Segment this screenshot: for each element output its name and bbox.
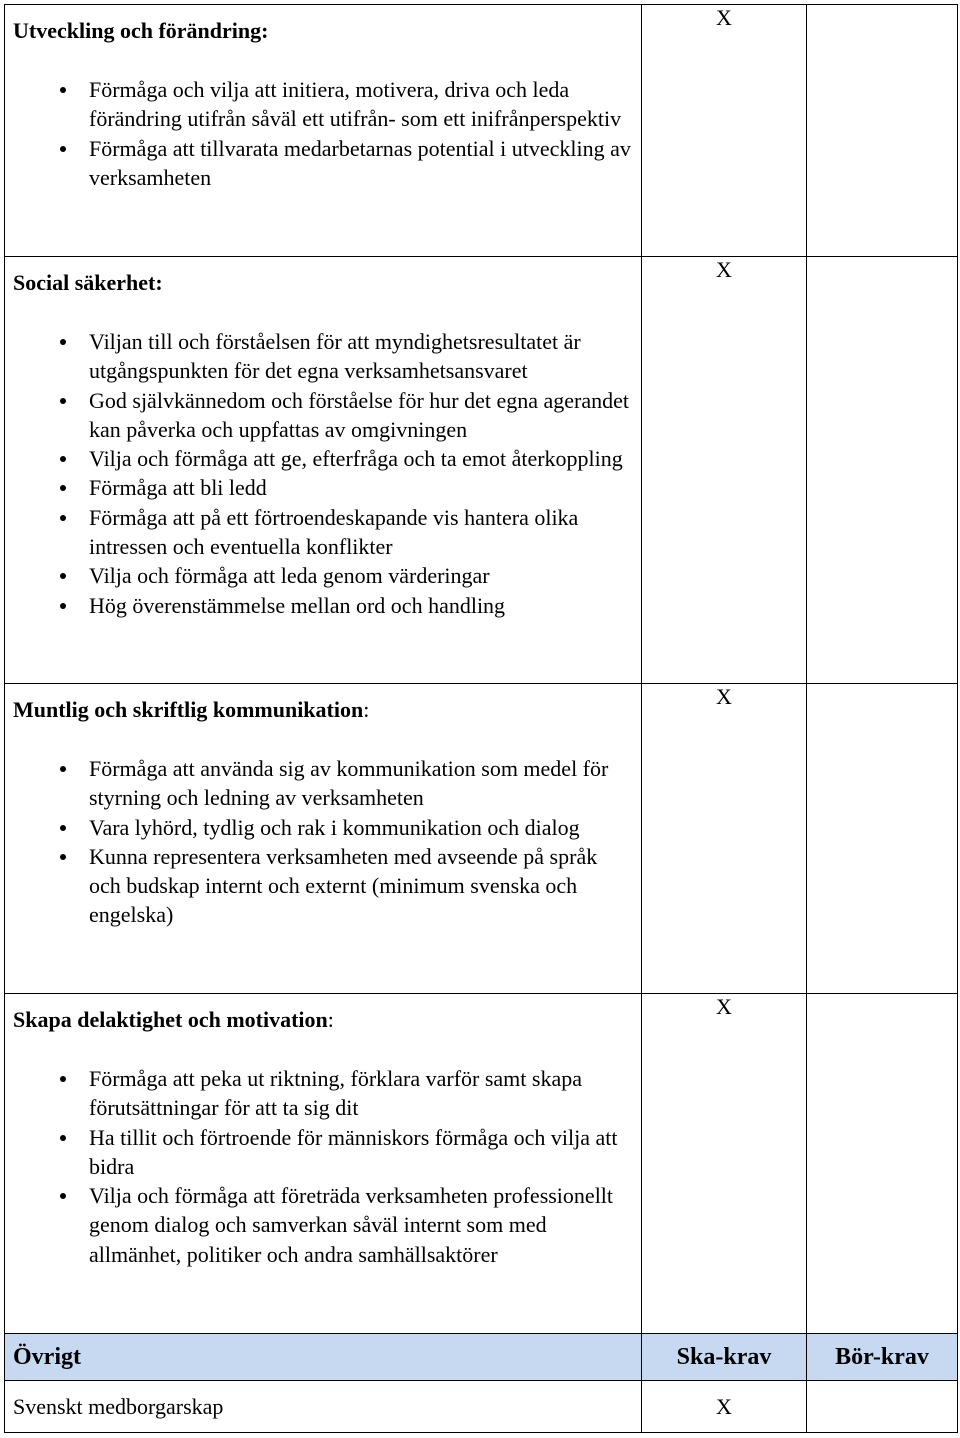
list-item: God självkännedom och förståelse för hur det egna agerandet kan påverka och uppfattas av omgivningen: [89, 386, 633, 445]
section-title: Skapa delaktighet och motivation:: [13, 1007, 334, 1032]
ska-krav-mark: X: [642, 684, 807, 994]
requirements-table: [4, 4, 958, 1433]
ska-krav-mark: X: [642, 1381, 807, 1433]
section-cell: [5, 684, 642, 994]
section-row: [5, 257, 958, 684]
bor-krav-mark: [807, 5, 958, 257]
bullet-list: [5, 327, 641, 620]
ska-krav-mark: X: [642, 5, 807, 257]
ska-krav-mark: X: [642, 994, 807, 1334]
requirement-row: [5, 1381, 958, 1433]
bor-krav-mark: [807, 684, 958, 994]
bullet-list: [5, 75, 641, 192]
list-item: Vara lyhörd, tydlig och rak i kommunikation och dialog: [89, 813, 633, 842]
list-item: Förmåga att tillvarata medarbetarnas potential i utveckling av verksamheten: [89, 134, 633, 193]
section-title: Social säkerhet:: [13, 270, 163, 295]
list-item: Viljan till och förståelsen för att myndighetsresultatet är utgångspunkten för det egna verksamhetsansvaret: [89, 327, 633, 386]
requirement-label: Svenskt medborgarskap: [5, 1381, 642, 1433]
list-item: Vilja och förmåga att leda genom värderingar: [89, 561, 633, 590]
list-item: Förmåga att använda sig av kommunikation som medel för styrning och ledning av verksamheten: [89, 754, 633, 813]
section-cell: [5, 5, 642, 257]
list-item: Ha tillit och förtroende för människors förmåga och vilja att bidra: [89, 1123, 633, 1182]
list-item: Vilja och förmåga att ge, efterfråga och ta emot återkoppling: [89, 444, 633, 473]
header-ovrigt: Övrigt: [5, 1334, 642, 1381]
list-item: Kunna representera verksamheten med avseende på språk och budskap internt och externt (minimum svenska och engelska): [89, 842, 633, 930]
header-ska-krav: Ska-krav: [642, 1334, 807, 1381]
bullet-list: [5, 754, 641, 930]
section-title: Muntlig och skriftlig kommunikation:: [13, 697, 370, 722]
bor-krav-mark: [807, 994, 958, 1334]
list-item: Förmåga att peka ut riktning, förklara varför samt skapa förutsättningar för att ta sig dit: [89, 1064, 633, 1123]
section-row: [5, 994, 958, 1334]
list-item: Vilja och förmåga att företräda verksamheten professionellt genom dialog och samverkan såväl internt som med allmänhet, politiker och andra samhällsaktörer: [89, 1181, 633, 1269]
header-row: [5, 1334, 958, 1381]
bor-krav-mark: [807, 1381, 958, 1433]
section-row: [5, 5, 958, 257]
ska-krav-mark: X: [642, 257, 807, 684]
bor-krav-mark: [807, 257, 958, 684]
list-item: Förmåga att bli ledd: [89, 473, 633, 502]
section-row: [5, 684, 958, 994]
header-bor-krav: Bör-krav: [807, 1334, 958, 1381]
bullet-list: [5, 1064, 641, 1269]
section-cell: [5, 257, 642, 684]
list-item: Förmåga och vilja att initiera, motivera, driva och leda förändring utifrån såväl ett utifrån- som ett inifrånperspektiv: [89, 75, 633, 134]
section-cell: [5, 994, 642, 1334]
list-item: Förmåga att på ett förtroendeskapande vis hantera olika intressen och eventuella konflikter: [89, 503, 633, 562]
section-title: Utveckling och förändring:: [13, 18, 269, 43]
list-item: Hög överenstämmelse mellan ord och handling: [89, 591, 633, 620]
